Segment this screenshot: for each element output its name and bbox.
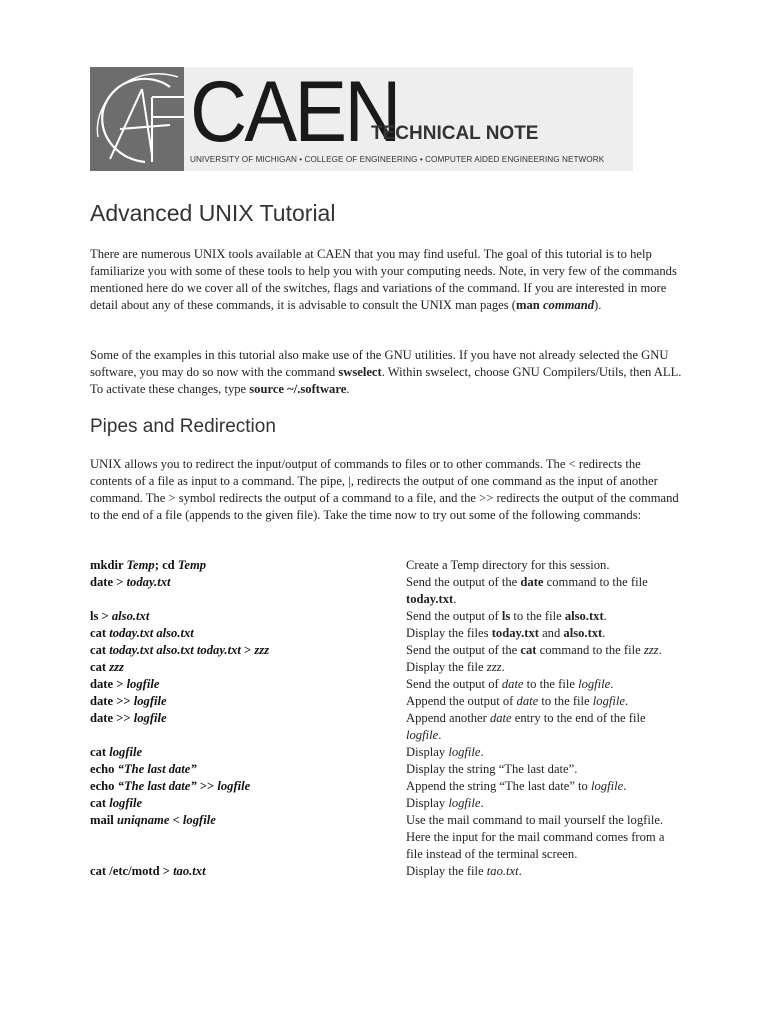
command-row — [90, 557, 685, 574]
description-cell — [406, 778, 676, 795]
segment: logfile — [591, 779, 624, 793]
gnu-text-2: . Within swselect, choose GNU Compilers/Utils, then ALL. To activate these changes, type — [90, 365, 682, 396]
segment: tao.txt — [486, 864, 519, 878]
segment: today.txt — [491, 626, 539, 640]
segment: “The last date” — [117, 779, 197, 793]
command-cell — [90, 812, 406, 863]
segment: cat — [90, 660, 110, 674]
segment: logfile — [217, 779, 251, 793]
segment: date >> — [90, 711, 134, 725]
segment: Display the file — [406, 660, 487, 674]
command-row — [90, 761, 685, 778]
intro-paragraph-1 — [90, 246, 685, 314]
segment: cat — [90, 626, 110, 640]
segment: Append the output of — [406, 694, 517, 708]
description-cell — [406, 761, 676, 778]
segment: Send the output of the — [406, 575, 521, 589]
segment: logfile — [133, 694, 167, 708]
intro-paragraph-2 — [90, 347, 685, 398]
segment: > — [240, 643, 255, 657]
section-heading: Pipes and Redirection — [90, 416, 276, 437]
command-cell — [90, 778, 406, 795]
description-cell — [406, 863, 676, 880]
command-cell — [90, 659, 406, 676]
section-paragraph: UNIX allows you to redirect the input/output of commands to files or to other commands. The < redirects the contents of a file as input to a command. The pipe, |, redirects the output of one command as the input of another command. The > symbol redirects the output of a command to a file, and the >> redirects the output of the command to the end of a file (appends to the given file). Take the time now to try out some of the following commands: — [90, 457, 679, 522]
segment: to the file — [510, 609, 565, 623]
description-cell — [406, 659, 676, 676]
segment: . — [518, 864, 522, 878]
command-cell — [90, 710, 406, 744]
command-cell — [90, 693, 406, 710]
segment: also.txt — [111, 609, 150, 623]
segment: cat — [90, 745, 110, 759]
command-row — [90, 812, 685, 863]
segment: . — [501, 660, 505, 674]
segment: . — [658, 643, 662, 657]
description-cell — [406, 693, 676, 710]
segment: cat — [520, 643, 537, 657]
description-cell — [406, 642, 676, 659]
description-cell — [406, 795, 676, 812]
command-cell — [90, 795, 406, 812]
command-row — [90, 642, 685, 659]
segment: Use the mail command to mail yourself the logfile. Here the input for the mail command comes from a file instead of the terminal screen. — [406, 813, 665, 861]
segment: < — [169, 813, 183, 827]
command-cell — [90, 676, 406, 693]
command-row — [90, 676, 685, 693]
segment: Create a Temp directory for this session. — [406, 558, 610, 572]
command-row — [90, 710, 685, 744]
segment: date > — [90, 575, 127, 589]
segment: zzz — [109, 660, 124, 674]
gnu-text-end: . — [346, 382, 350, 396]
segment: . — [610, 677, 614, 691]
segment: Temp — [126, 558, 155, 572]
segment: . — [624, 694, 629, 708]
segment: Append the string “The last date” to — [406, 779, 592, 793]
command-row — [90, 574, 685, 608]
segment: ls > — [90, 609, 112, 623]
segment: cat — [90, 643, 110, 657]
segment: Display — [406, 745, 449, 759]
command-cell — [90, 863, 406, 880]
segment: date — [501, 677, 524, 691]
segment: mail — [90, 813, 117, 827]
segment: . — [603, 609, 607, 623]
segment: today.txt — [406, 592, 454, 606]
segment: to the file — [523, 677, 579, 691]
description-cell — [406, 574, 676, 608]
segment: and — [538, 626, 564, 640]
segment: to the file — [538, 694, 593, 708]
segment: cat — [90, 796, 110, 810]
segment: . — [438, 728, 442, 742]
segment: cat /etc/motd > — [90, 864, 174, 878]
segment: date > — [90, 677, 127, 691]
segment: entry to the end of the file — [511, 711, 646, 725]
command-row — [90, 863, 685, 880]
segment: zzz — [643, 643, 659, 657]
description-cell — [406, 625, 676, 642]
description-cell — [406, 676, 676, 693]
segment: zzz — [254, 643, 270, 657]
segment: date — [516, 694, 539, 708]
segment: . — [480, 745, 484, 759]
intro-text-end: ). — [594, 298, 602, 312]
segment: logfile — [592, 694, 625, 708]
swselect-command: swselect — [338, 365, 382, 379]
command-cell — [90, 608, 406, 625]
command-cell — [90, 557, 406, 574]
segment: logfile — [126, 677, 160, 691]
caen-header-banner — [90, 64, 633, 171]
command-cell — [90, 761, 406, 778]
segment: tao.txt — [173, 864, 206, 878]
segment: “The last date” — [117, 762, 197, 776]
command-row — [90, 625, 685, 642]
command-cell — [90, 625, 406, 642]
segment: logfile — [109, 796, 143, 810]
command-cell — [90, 574, 406, 608]
segment: logfile — [406, 728, 439, 742]
segment: logfile — [448, 796, 481, 810]
command-cell — [90, 642, 406, 659]
description-cell — [406, 608, 676, 625]
affiliation-line: UNIVERSITY OF MICHIGAN • COLLEGE OF ENGINEERING • COMPUTER AIDED ENGINEERING NETWORK — [190, 155, 605, 164]
segment: today.txt — [126, 575, 171, 589]
segment: Send the output of the — [406, 643, 521, 657]
segment: today.txt also.txt today.txt — [109, 643, 241, 657]
command-row — [90, 608, 685, 625]
description-cell — [406, 812, 676, 863]
segment: zzz — [486, 660, 502, 674]
command-row — [90, 744, 685, 761]
brand-wordmark: CAEN — [190, 64, 399, 160]
segment: Temp — [177, 558, 207, 572]
command-row — [90, 778, 685, 795]
segment: command to the file — [543, 575, 648, 589]
segment: . — [602, 626, 606, 640]
command-table — [90, 557, 685, 880]
segment: . — [453, 592, 457, 606]
segment: date — [489, 711, 512, 725]
segment: logfile — [109, 745, 143, 759]
description-cell — [406, 710, 676, 744]
source-command: source ~/.software — [249, 382, 347, 396]
segment: Send the output of — [406, 609, 502, 623]
segment: logfile — [182, 813, 216, 827]
segment: Display the string “The last date”. — [406, 762, 578, 776]
segment: today.txt also.txt — [109, 626, 194, 640]
segment: . — [480, 796, 484, 810]
segment: >> — [196, 779, 218, 793]
segment: logfile — [578, 677, 611, 691]
segment: logfile — [448, 745, 481, 759]
segment: ; cd — [154, 558, 178, 572]
segment: logfile — [133, 711, 167, 725]
segment: uniqname — [116, 813, 170, 827]
segment: date — [520, 575, 544, 589]
segment: echo — [90, 779, 118, 793]
segment: ls — [501, 609, 511, 623]
segment: echo — [90, 762, 118, 776]
segment: . — [623, 779, 627, 793]
segment: also.txt — [564, 609, 604, 623]
man-keyword: man — [516, 298, 543, 312]
caen-logo-icon — [90, 67, 184, 171]
segment: command to the file — [536, 643, 644, 657]
command-row — [90, 659, 685, 676]
segment: Send the output of — [406, 677, 502, 691]
segment: Display — [406, 796, 449, 810]
page-title: Advanced UNIX Tutorial — [90, 200, 336, 226]
gnu-text: Some of the examples in this tutorial also make use of the GNU utilities. If you have not already selected the GNU software, you may do so now with the command — [90, 348, 669, 379]
segment: date >> — [90, 694, 134, 708]
description-cell — [406, 744, 676, 761]
command-row — [90, 693, 685, 710]
description-cell — [406, 557, 676, 574]
command-cell — [90, 744, 406, 761]
segment: Display the file — [406, 864, 487, 878]
command-placeholder: command — [542, 298, 595, 312]
command-row — [90, 795, 685, 812]
intro-text: There are numerous UNIX tools available at CAEN that you may find useful. The goal of this tutorial is to help familiarize you with some of these tools to help you with your computing needs. Note, in very few of the commands mentioned here do we cover all of the switches, flags and variations of the command. If you are interested in more detail about any of these commands, it is advisable to consult the UNIX man pages ( — [90, 247, 677, 312]
segment: Display the files — [406, 626, 492, 640]
segment: Append another — [406, 711, 490, 725]
technical-note-label: TECHNICAL NOTE — [371, 123, 539, 144]
segment: mkdir — [90, 558, 127, 572]
segment: also.txt — [563, 626, 603, 640]
